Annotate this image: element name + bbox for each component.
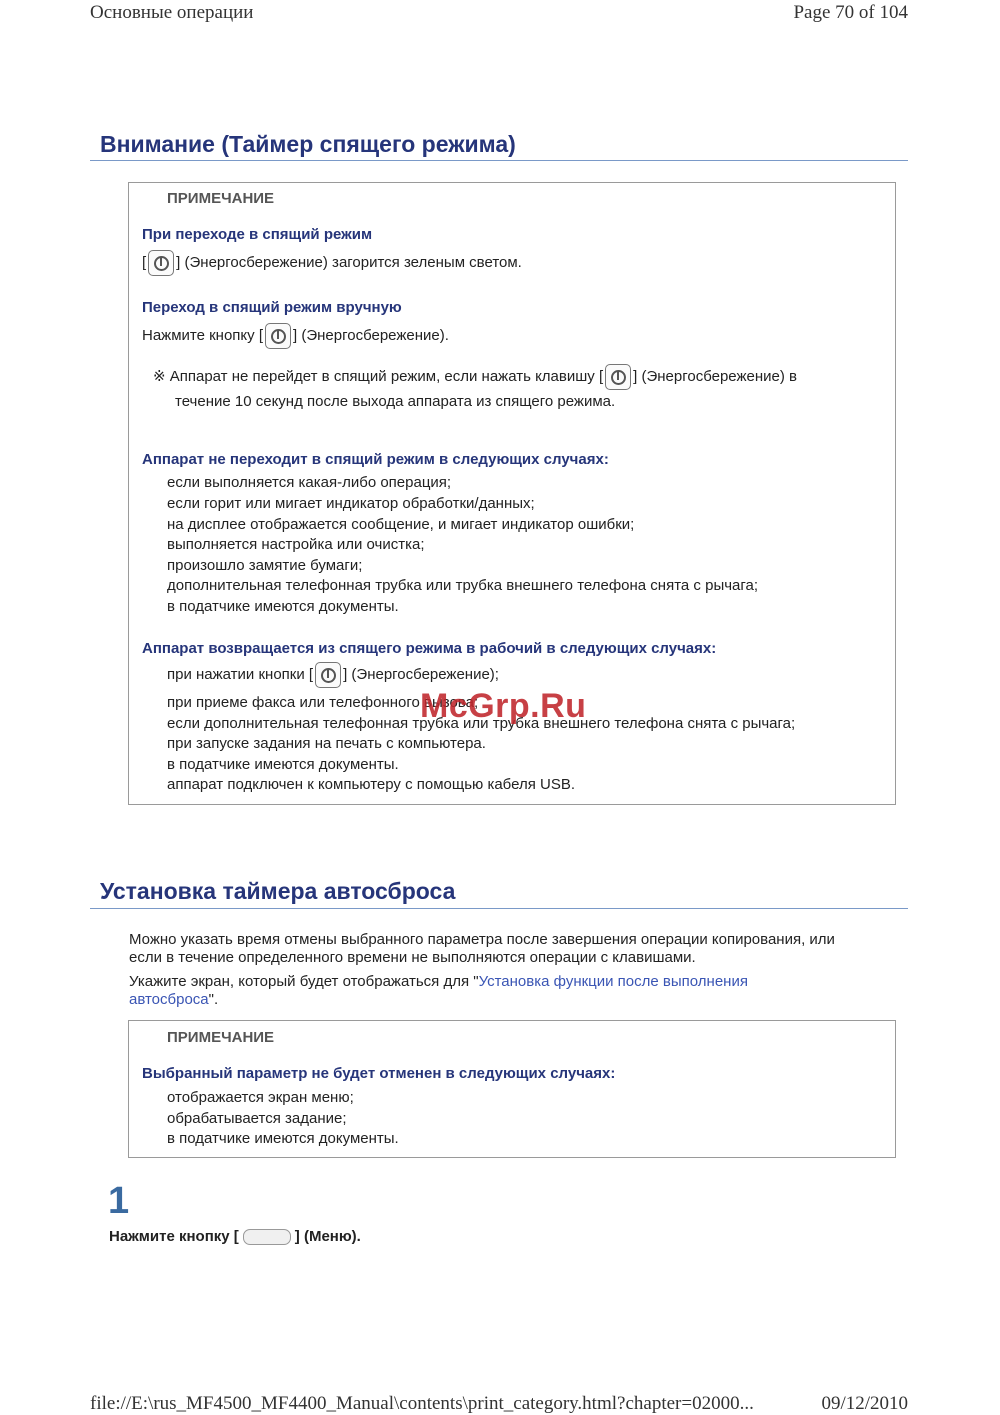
list-item: произошло замятие бумаги; — [167, 557, 363, 574]
list-item: если горит или мигает индикатор обработки/данных; — [167, 495, 535, 512]
section1-underline — [90, 160, 908, 161]
sub-not-cancelled: Выбранный параметр не будет отменен в следующих случаях: — [142, 1065, 616, 1082]
list-item: при нажатии кнопки [ ] (Энергосбережение); — [167, 662, 499, 688]
autoclear-function-link-cont[interactable]: автосброса — [129, 991, 209, 1008]
list-item: обрабатывается задание; — [167, 1110, 347, 1127]
section2-intro-paragraph: Можно указать время отмены выбранного параметра после завершения операции копирования, или если в течение определенного времени не выполняются операции с клавишами. — [129, 931, 835, 966]
energy-saver-icon — [315, 662, 341, 688]
step-number: 1 — [108, 1180, 130, 1222]
page-number: Page 70 of 104 — [793, 2, 908, 23]
list-item: в податчике имеются документы. — [167, 1130, 399, 1147]
header-section-title: Основные операции — [90, 2, 254, 23]
sub-no-sleep-cases: Аппарат не переходит в спящий режим в следующих случаях: — [142, 451, 609, 468]
watermark: McGrp.Ru — [420, 687, 587, 725]
section1-heading: Внимание (Таймер спящего режима) — [100, 131, 516, 157]
sub-sleep-manual: Переход в спящий режим вручную — [142, 299, 402, 316]
list-item: при приеме факса или телефонного вызова; — [167, 694, 479, 711]
list-item: аппарат подключен к компьютеру с помощью кабеля USB. — [167, 776, 575, 793]
energy-saver-icon — [265, 323, 291, 349]
footer-file-path: file://E:\rus_MF4500_MF4400_Manual\contents\print_category.html?chapter=02000... — [90, 1393, 754, 1414]
list-item: отображается экран меню; — [167, 1089, 354, 1106]
list-item: в податчике имеются документы. — [167, 756, 399, 773]
list-item: на дисплее отображается сообщение, и мигает индикатор ошибки; — [167, 516, 635, 533]
sleep-manual-line: Нажмите кнопку [ ] (Энергосбережение). — [142, 323, 449, 349]
section1-note-label: ПРИМЕЧАНИЕ — [167, 190, 275, 207]
list-item: если выполняется какая-либо операция; — [167, 474, 452, 491]
section2-note-label: ПРИМЕЧАНИЕ — [167, 1029, 275, 1046]
menu-key-icon — [243, 1229, 291, 1245]
list-item: при запуске задания на печать с компьютера. — [167, 735, 486, 752]
autoclear-function-link[interactable]: Установка функции после выполнения — [478, 973, 748, 990]
section2-reference-paragraph: Укажите экран, который будет отображаться для "Установка функции после выполнения автосброса". — [129, 973, 748, 1008]
list-item: если дополнительная телефонная трубка или трубка внешнего телефона снята с рычага; — [167, 715, 796, 732]
energy-saver-icon — [605, 364, 631, 390]
footer-date: 09/12/2010 — [821, 1393, 908, 1414]
list-item: выполняется настройка или очистка; — [167, 536, 425, 553]
section2-underline — [90, 908, 908, 909]
list-item: дополнительная телефонная трубка или трубка внешнего телефона снята с рычага; — [167, 577, 759, 594]
sub-wake-cases: Аппарат возвращается из спящего режима в рабочий в следующих случаях: — [142, 640, 717, 657]
remark-line-2: течение 10 секунд после выхода аппарата из спящего режима. — [175, 393, 616, 410]
sleep-enter-line: [ ] (Энергосбережение) загорится зеленым светом. — [142, 250, 522, 276]
sub-sleep-enter: При переходе в спящий режим — [142, 226, 373, 243]
section2-heading: Установка таймера автосброса — [100, 878, 456, 904]
energy-saver-icon — [148, 250, 174, 276]
remark-line-1: ※ Аппарат не перейдет в спящий режим, если нажать клавишу [ ] (Энергосбережение) в — [153, 364, 797, 390]
list-item: в податчике имеются документы. — [167, 598, 399, 615]
step-instruction: Нажмите кнопку [ ] (Меню). — [109, 1228, 361, 1245]
